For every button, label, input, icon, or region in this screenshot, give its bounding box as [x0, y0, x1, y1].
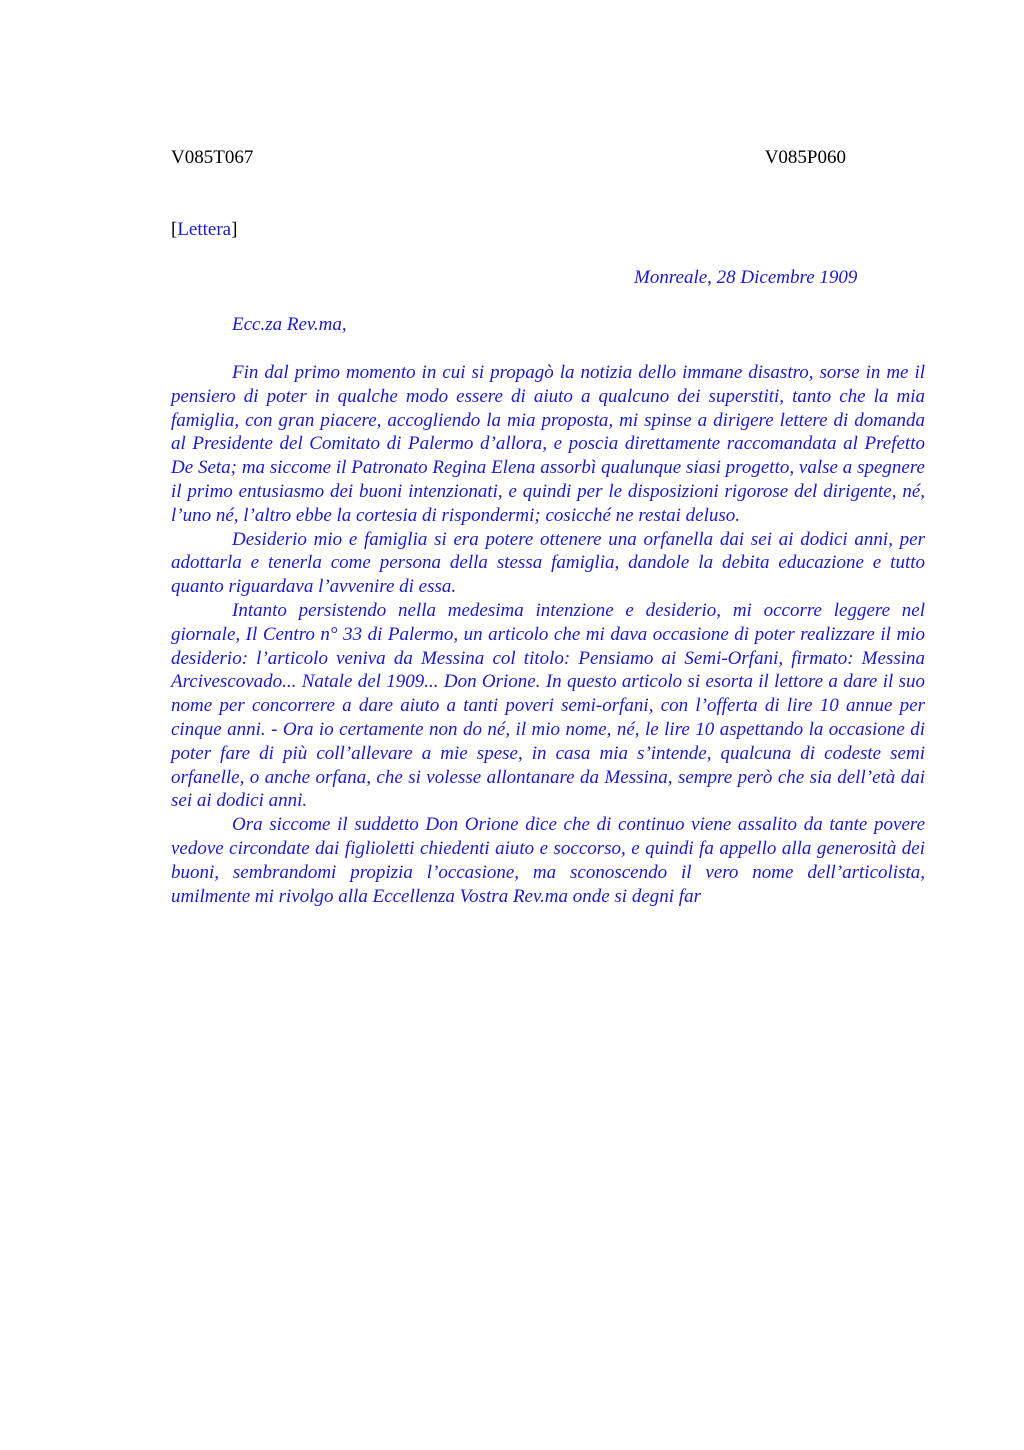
letter-paragraph-2: Desiderio mio e famiglia si era potere ottenere una orfanella dai sei ai dodici anni, per adottarla e tenerla come persona della stessa famiglia, dandole la debita educazione e tutto quanto riguardava l’avvenire di essa.: [171, 528, 925, 598]
left-document-code: V085T067: [171, 147, 254, 168]
header-codes: [171, 146, 846, 170]
letter-body: [171, 361, 925, 908]
right-document-code: V085P060: [764, 147, 846, 168]
letter-paragraph-3: Intanto persistendo nella medesima intenzione e desiderio, mi occorre leggere nel giornale, Il Centro n° 33 di Palermo, un articolo che mi dava occasione di poter realizzare il mio desiderio: l’articolo veniva da Messina col titolo: Pensiamo ai Semi-Orfani, firmato: Messina Arcivescovado... Natale del 1909... Don Orione. In questo articolo si esorta il lettore a dare il suo nome per concorrere a dare aiuto a tanti poveri semi-orfani, con l’offerta di lire 10 annue per cinque anni. - Ora io certamente non do né, il mio nome, né, le lire 10 aspettando la occasione di poter fare di più coll’allevare a mie spese, in casa mia s’intende, qualcuna di codeste semi orfanelle, o anche orfana, che si volesse allontanare da Messina, sempre però che sia dell’età dai sei ai dodici anni.: [171, 599, 925, 812]
close-bracket: ]: [231, 219, 238, 240]
document-type-label: Lettera: [177, 219, 232, 240]
letter-paragraph-1: Fin dal primo momento in cui si propagò la notizia dello immane disastro, sorse in me il pensiero di poter in qualche modo essere di aiuto a qualcuno dei superstiti, tanto che la mia famiglia, con gran piacere, accogliendo la mia proposta, mi spinse a dirigere lettere di domanda al Presidente del Comitato di Palermo d’allora, e poscia direttamente raccomandata al Prefetto De Seta; ma siccome il Patronato Regina Elena assorbì qualunque siasi progetto, valse a spegnere il primo entusiasmo dei buoni intenzionati, e quindi per le disposizioni rigorose del dirigente, né, l’uno né, l’altro ebbe la cortesia di rispondermi; cosicché ne restai deluso.: [171, 362, 925, 526]
letter-paragraph-4: Ora siccome il suddetto Don Orione dice che di continuo viene assalito da tante povere vedove circondate dai figlioletti chiedenti aiuto e soccorso, e quindi fa appello alla generosità dei buoni, sembrandomi propizia l’occasione, ma sconoscendo il vero nome dell’articolista, umilmente mi rivolgo alla Eccellenza Vostra Rev.ma onde si degni far: [171, 814, 925, 907]
open-bracket: [: [171, 219, 178, 240]
letter-salutation: Ecc.za Rev.ma,: [232, 314, 347, 335]
document-type: [171, 218, 237, 242]
letter-date: Monreale, 28 Dicembre 1909: [634, 267, 858, 288]
